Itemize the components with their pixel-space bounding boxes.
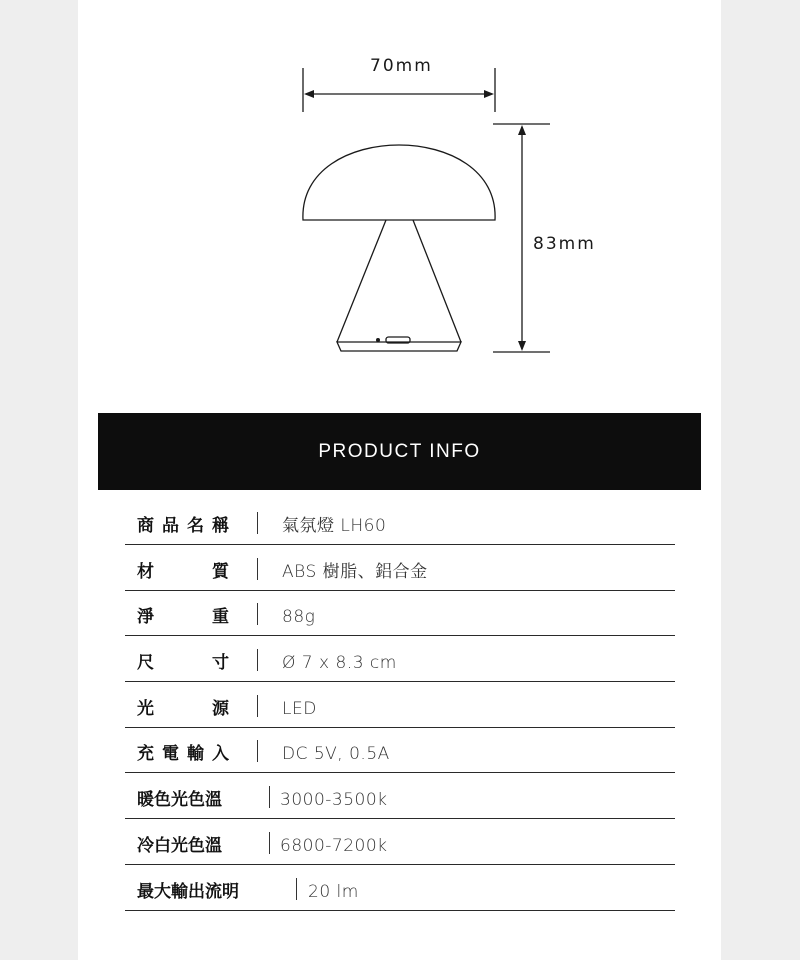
spec-value: LED [282, 698, 317, 719]
arrow-right [484, 90, 494, 98]
spec-row-max-lumen [125, 868, 675, 911]
lamp-stem-left [337, 220, 386, 342]
width-label: 70mm [370, 56, 433, 76]
spec-key: 尺 寸 [137, 653, 229, 674]
spec-row-cool-color-temp [125, 822, 675, 865]
spec-key: 冷白光色溫 [137, 835, 222, 856]
spec-row-product-name [125, 502, 675, 545]
spec-row-material [125, 548, 675, 591]
product-info-banner [98, 413, 701, 490]
spec-value: Ø 7 x 8.3 cm [282, 653, 397, 674]
banner-title: PRODUCT INFO [318, 440, 481, 462]
spec-separator [257, 695, 258, 717]
spec-value: 氣氛燈 LH60 [282, 516, 387, 536]
spec-key: 商 品 名 稱 [137, 516, 229, 536]
spec-row-warm-color-temp [125, 776, 675, 819]
spec-key: 最大輸出流明 [137, 881, 239, 902]
lamp-stem-right [413, 220, 461, 342]
spec-row-light-source [125, 685, 675, 728]
spec-key: 材 質 [137, 561, 229, 582]
spec-table [125, 502, 675, 913]
spec-key: 暖色光色溫 [137, 790, 222, 811]
spec-separator [257, 603, 258, 625]
spec-row-weight [125, 593, 675, 636]
spec-value: 6800-7200k [280, 835, 388, 856]
spec-separator [257, 740, 258, 762]
spec-separator [269, 786, 270, 808]
spec-separator [269, 832, 270, 854]
lamp-shade [303, 145, 495, 220]
spec-value: 3000-3500k [280, 790, 388, 811]
spec-separator [257, 649, 258, 671]
spec-separator [296, 878, 297, 900]
spec-value: 20 lm [308, 881, 359, 902]
spec-separator [257, 512, 258, 534]
power-indicator [376, 338, 380, 342]
arrow-up [518, 125, 526, 135]
arrow-down [518, 341, 526, 351]
height-label: 83mm [533, 234, 596, 254]
spec-key: 充 電 輸 入 [137, 744, 229, 765]
spec-key: 光 源 [137, 698, 229, 719]
spec-key: 淨 重 [137, 607, 229, 628]
spec-value: 88g [282, 607, 316, 628]
spec-row-size [125, 639, 675, 682]
spec-value: DC 5V, 0.5A [282, 744, 390, 765]
arrow-left [304, 90, 314, 98]
spec-value: ABS 樹脂、鋁合金 [282, 561, 428, 582]
spec-row-charging-input [125, 730, 675, 773]
spec-separator [257, 558, 258, 580]
